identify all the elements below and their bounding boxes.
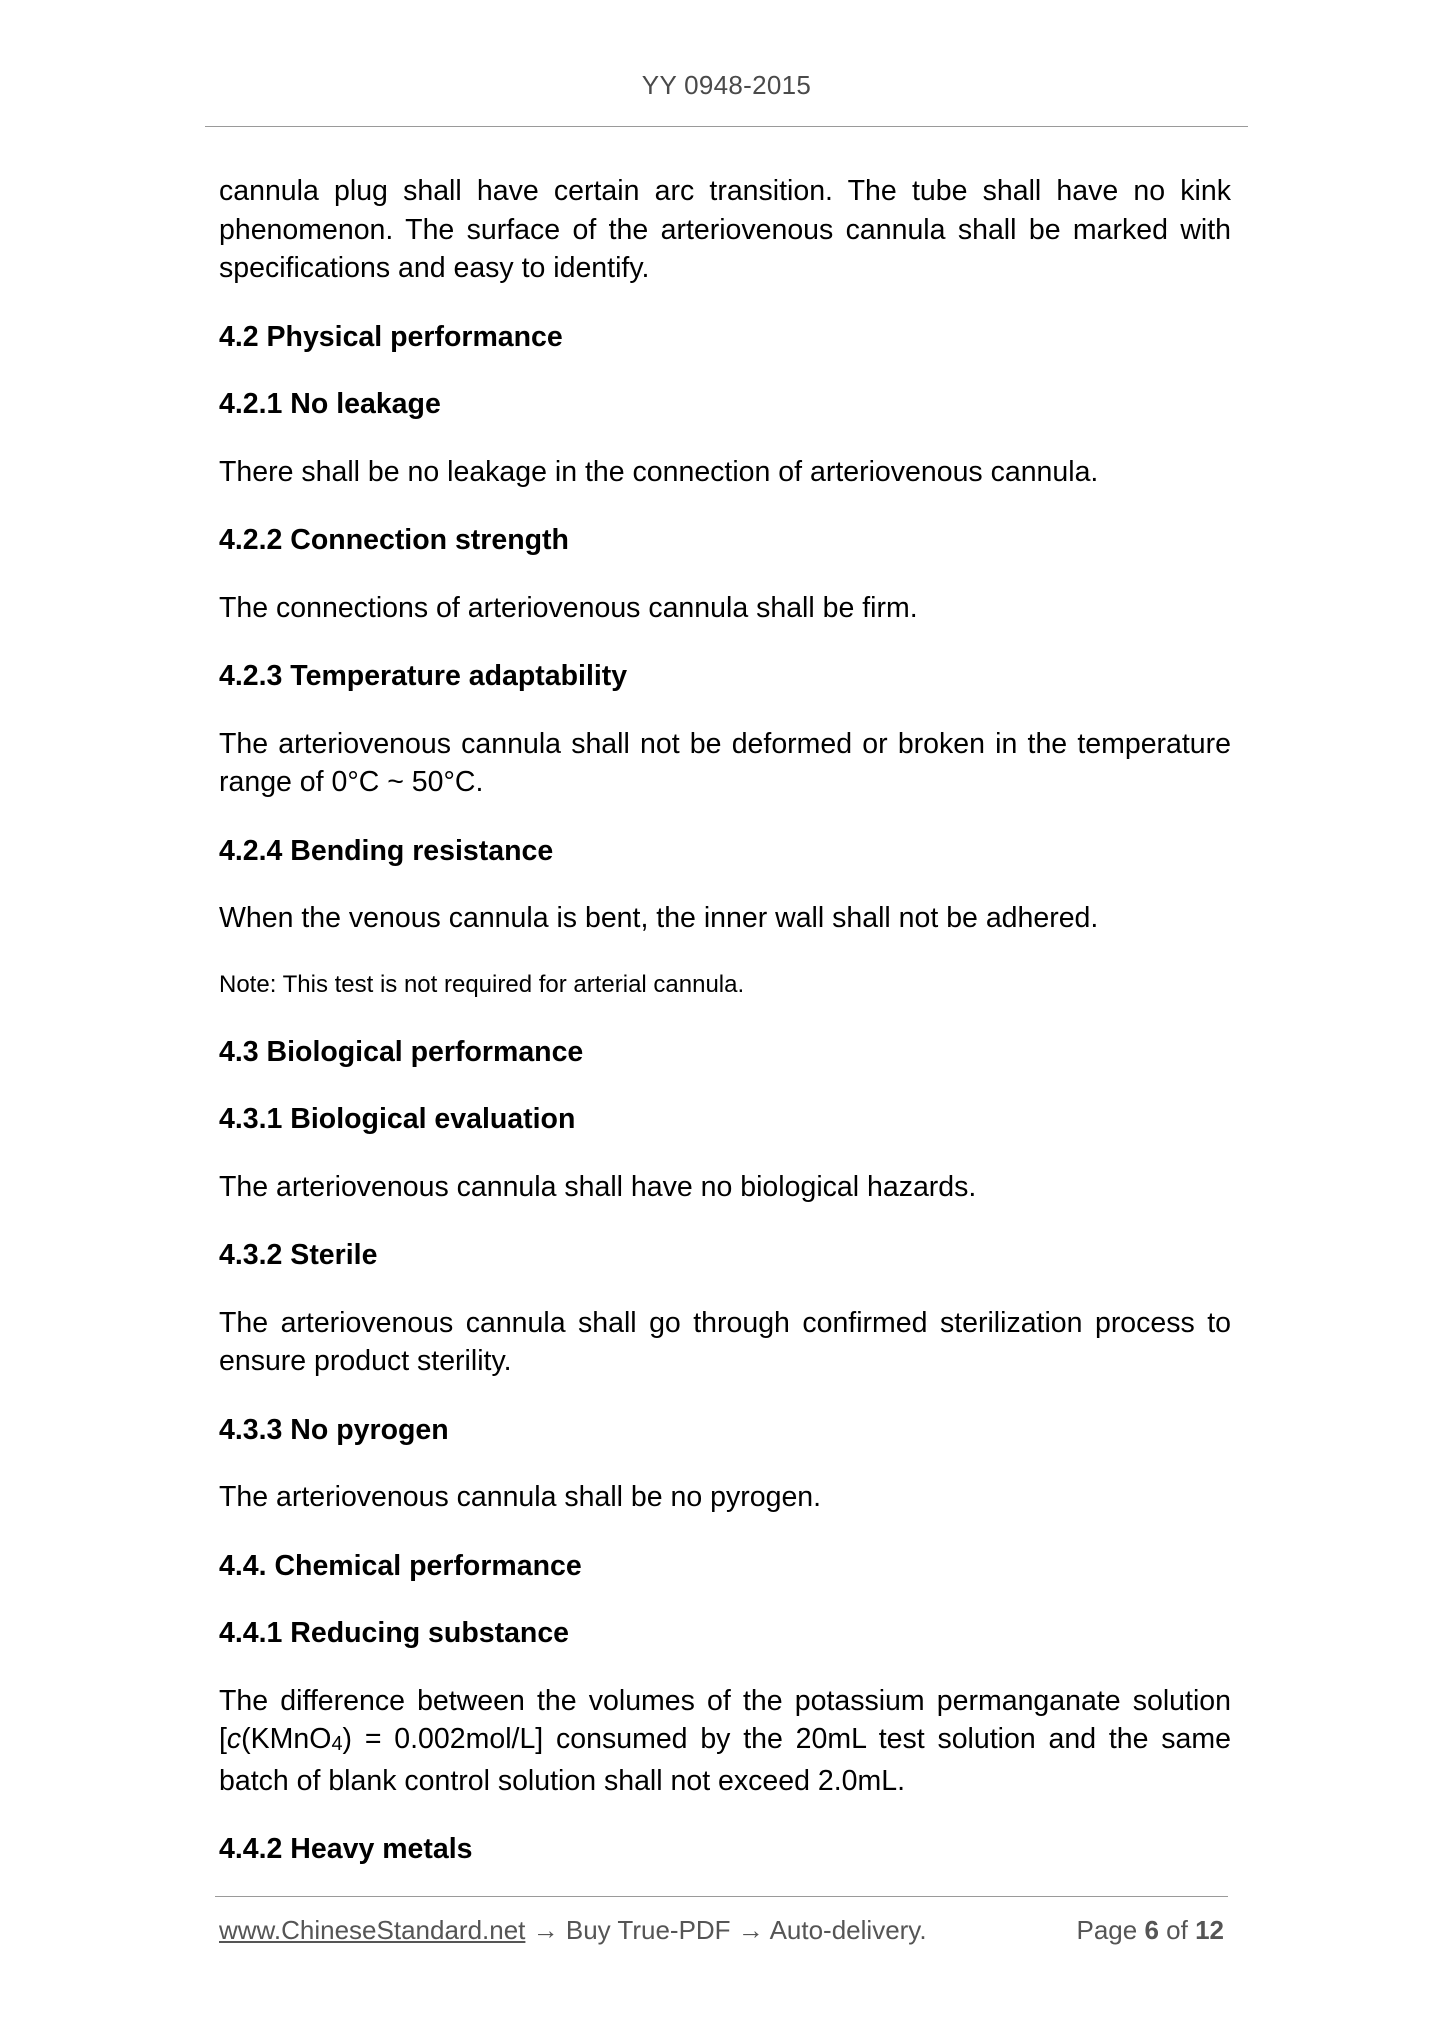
- paragraph-4-2-2: The connections of arteriovenous cannula shall be firm.: [219, 591, 918, 624]
- concentration-symbol: c: [226, 1723, 242, 1755]
- document-id: YY 0948-2015: [641, 70, 812, 100]
- paragraph-4-2-3: The arteriovenous cannula shall not be deformed or broken in the temperature range of 0°C ~ 50°C.: [219, 727, 1231, 798]
- paragraph-4-3-3: The arteriovenous cannula shall be no pyrogen.: [219, 1481, 822, 1513]
- intro-paragraph: cannula plug shall have certain arc transition. The tube shall have no kink phenomenon. The surface of the arteriovenous cannula shall be marked with specifications and easy to identify.: [219, 175, 1231, 284]
- heading-4-4-2: 4.4.2 Heavy metals: [219, 1833, 473, 1865]
- heading-4-2: 4.2 Physical performance: [219, 320, 563, 353]
- document-body: [219, 172, 1231, 1898]
- page-header: [205, 0, 1248, 127]
- page-label: Page: [1076, 1915, 1138, 1945]
- paragraph-4-4-1-part-c: ) = 0.002mol/L] consumed by the 20mL test solution and the same batch of blank control solution shall not exceed 2.0mL.: [219, 1723, 1231, 1797]
- heading-4-2-4: 4.2.4 Bending resistance: [219, 834, 554, 867]
- paragraph-4-2-1: There shall be no leakage in the connection of arteriovenous cannula.: [219, 455, 1099, 488]
- heading-4-3: 4.3 Biological performance: [219, 1035, 584, 1068]
- heading-4-3-3: 4.3.3 No pyrogen: [219, 1413, 449, 1446]
- paragraph-4-3-2: The arteriovenous cannula shall go through confirmed sterilization process to ensure product sterility.: [219, 1306, 1231, 1377]
- heading-4-3-1: 4.3.1 Biological evaluation: [219, 1103, 576, 1135]
- heading-4-4-1: 4.4.1 Reducing substance: [219, 1617, 570, 1649]
- paragraph-4-4-1-part-b: (KMnO: [241, 1723, 332, 1755]
- heading-4-2-1: 4.2.1 No leakage: [219, 388, 441, 420]
- paragraph-4-4-1-part-a: The difference between the volumes of the potassium permanganate solution [: [219, 1684, 1231, 1755]
- footer-left: [219, 1915, 927, 1946]
- subscript-4: 4: [331, 1733, 343, 1755]
- heading-4-4: 4.4. Chemical performance: [219, 1549, 582, 1582]
- page-of: of: [1166, 1915, 1188, 1945]
- heading-4-2-2: 4.2.2 Connection strength: [219, 524, 569, 556]
- paragraph-4-2-4: When the venous cannula is bent, the inner wall shall not be adhered.: [219, 902, 1099, 934]
- paragraph-4-4-1: [219, 1682, 1231, 1801]
- note-4-2-4: Note: This test is not required for arterial cannula.: [219, 970, 745, 998]
- page-indicator: [1076, 1915, 1224, 1946]
- footer-nav-text: → Buy True-PDF → Auto-delivery.: [525, 1915, 927, 1945]
- footer-divider: [215, 1896, 1228, 1897]
- page-total: 12: [1195, 1915, 1224, 1945]
- heading-4-2-3: 4.2.3 Temperature adaptability: [219, 660, 628, 692]
- page-current: 6: [1144, 1915, 1159, 1945]
- website-link[interactable]: www.ChineseStandard.net: [219, 1915, 526, 1945]
- paragraph-4-3-1: The arteriovenous cannula shall have no biological hazards.: [219, 1170, 977, 1203]
- heading-4-3-2: 4.3.2 Sterile: [219, 1239, 378, 1271]
